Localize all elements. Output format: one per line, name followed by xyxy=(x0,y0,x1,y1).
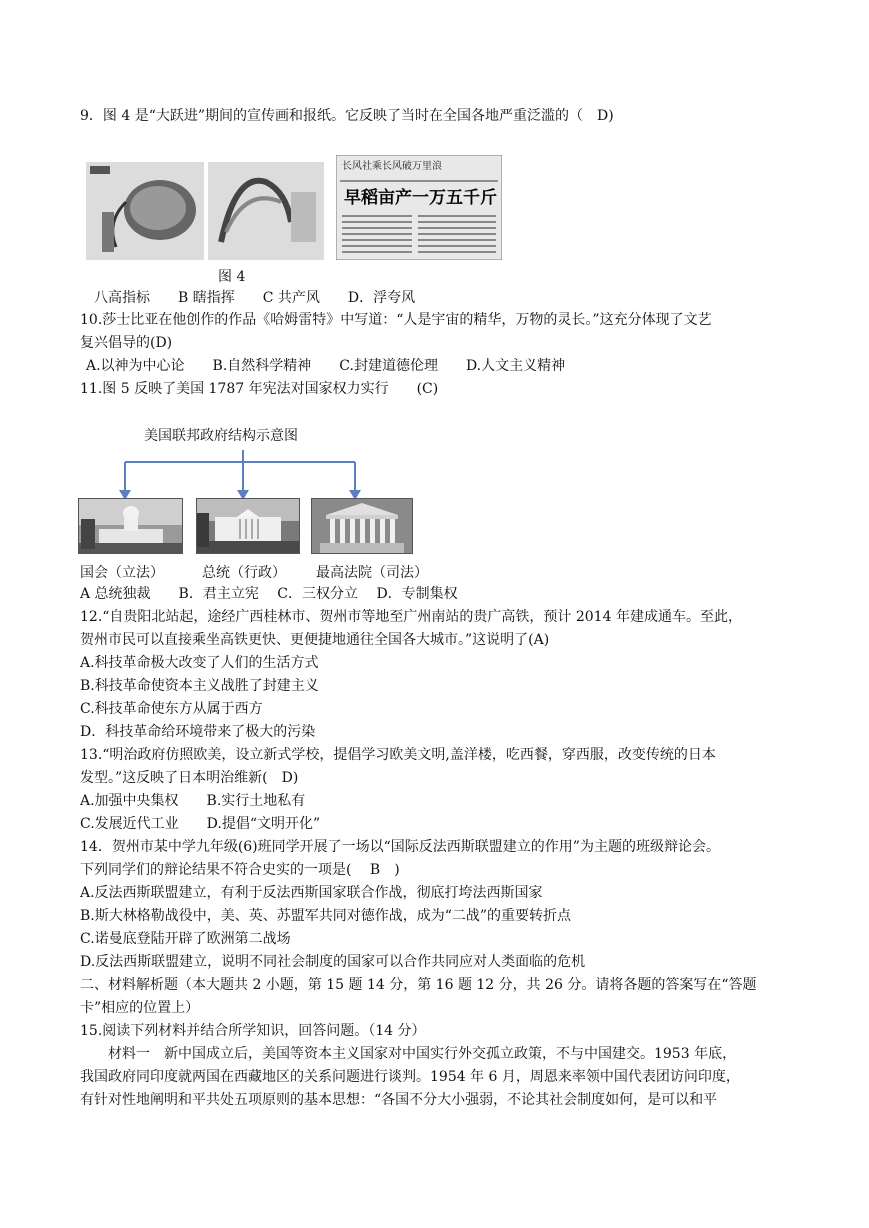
section2-heading-line2: 卡”相应的位置上） xyxy=(80,1000,200,1016)
q15-material-line1: 材料一 新中国成立后，美国等资本主义国家对中国实行外交孤立政策，不与中国建交。1953 年底， xyxy=(80,1046,737,1062)
q12-option-a: A.科技革命极大改变了人们的生活方式 xyxy=(80,655,319,671)
diagram-title: 美国联邦政府结构示意图 xyxy=(144,428,298,444)
q14-option-d: D.反法西斯联盟建立，说明不同社会制度的国家可以合作共同应对人类面临的危机 xyxy=(80,954,586,970)
q9-stem: 9．图 4 是“大跃进”期间的宣传画和报纸。它反映了当时在全国各地严重泛滥的（ D) xyxy=(80,108,614,124)
q13-stem-line2: 发型。”这反映了日本明治维新( D) xyxy=(80,770,299,786)
q14-option-a: A.反法西斯联盟建立，有利于反法西斯国家联合作战，彻底打垮法西斯国家 xyxy=(80,885,543,901)
q14-option-b: B.斯大林格勒战役中，美、英、苏盟军共同对德作战，成为“二战”的重要转折点 xyxy=(80,908,572,924)
caption-president: 总统（行政） xyxy=(202,565,286,581)
newspaper-headline: 早稻亩产一万五千斤 xyxy=(344,188,497,208)
q13-options-cd: C.发展近代工业 D.提倡“文明开化” xyxy=(80,816,321,832)
q14-option-c: C.诺曼底登陆开辟了欧洲第二战场 xyxy=(80,931,291,947)
q12-stem-line1: 12.“自贵阳北站起，途经广西桂林市、贺州市等地至广州南站的贵广高铁，预计 2014 年建成通车。至此， xyxy=(80,609,742,625)
newspaper-clipping-image xyxy=(336,155,502,260)
q12-option-d: D．科技革命给环境带来了极大的污染 xyxy=(80,724,316,740)
propaganda-painting-image xyxy=(86,162,324,260)
caption-supreme-court: 最高法院（司法） xyxy=(316,565,428,581)
caption-congress: 国会（立法） xyxy=(80,565,164,581)
section2-heading-line1: 二、材料解析题（本大题共 2 小题，第 15 题 14 分，第 16 题 12 分，共 26 分。请将各题的答案写在“答题 xyxy=(80,977,757,993)
q12-stem-line2: 贺州市民可以直接乘坐高铁更快、更便捷地通往全国各大城市。”这说明了(A) xyxy=(80,632,550,648)
q14-stem-line2: 下列同学们的辩论结果不符合史实的一项是( B ) xyxy=(80,862,400,878)
q13-stem-line1: 13.“明治政府仿照欧美，设立新式学校，提倡学习欧美文明,盖洋楼，吃西餐，穿西服，改变传统的日本 xyxy=(80,747,716,763)
q10-stem-line1: 10.莎士比亚在他创作的作品《哈姆雷特》中写道：“人是宇宙的精华，万物的灵长。”这充分体现了文艺 xyxy=(80,312,712,328)
capitol-building-image xyxy=(78,498,183,554)
q9-options: 八高指标 B 瞎指挥 C 共产风 D．浮夸风 xyxy=(94,290,416,306)
q10-stem-line2: 复兴倡导的(D) xyxy=(80,335,173,351)
q14-stem-line1: 14．贺州市某中学九年级(6)班同学开展了一场以“国际反法西斯联盟建立的作用”为主题的班级辩论会。 xyxy=(80,839,720,855)
q15-material-line2: 我国政府同印度就两国在西藏地区的关系问题进行谈判。1954 年 6 月，周恩来率领中国代表团访问印度， xyxy=(80,1069,740,1085)
q11-options: A 总统独裁 B．君主立宪 C．三权分立 D．专制集权 xyxy=(80,586,458,602)
supreme-court-image xyxy=(311,498,413,554)
q10-options: A.以神为中心论 B.自然科学精神 C.封建道德伦理 D.人文主义精神 xyxy=(86,358,566,374)
q15-stem: 15.阅读下列材料并结合所学知识，回答问题。（14 分） xyxy=(80,1023,426,1039)
q12-option-b: B.科技革命使资本主义战胜了封建主义 xyxy=(80,678,319,694)
newspaper-header: 长风社乘长风破万里浪 xyxy=(342,161,442,172)
q12-option-c: C.科技革命使东方从属于西方 xyxy=(80,701,263,717)
government-structure-arrows xyxy=(110,448,370,502)
q11-stem: 11.图 5 反映了美国 1787 年宪法对国家权力实行 (C) xyxy=(80,381,439,397)
q13-options-ab: A.加强中央集权 B.实行土地私有 xyxy=(80,793,306,809)
figure-4-caption: 图 4 xyxy=(218,269,246,285)
q15-material-line3: 有针对性地阐明和平共处五项原则的基本思想：“各国不分大小强弱，不论其社会制度如何，是可以和平 xyxy=(80,1092,718,1108)
white-house-image xyxy=(196,498,300,554)
